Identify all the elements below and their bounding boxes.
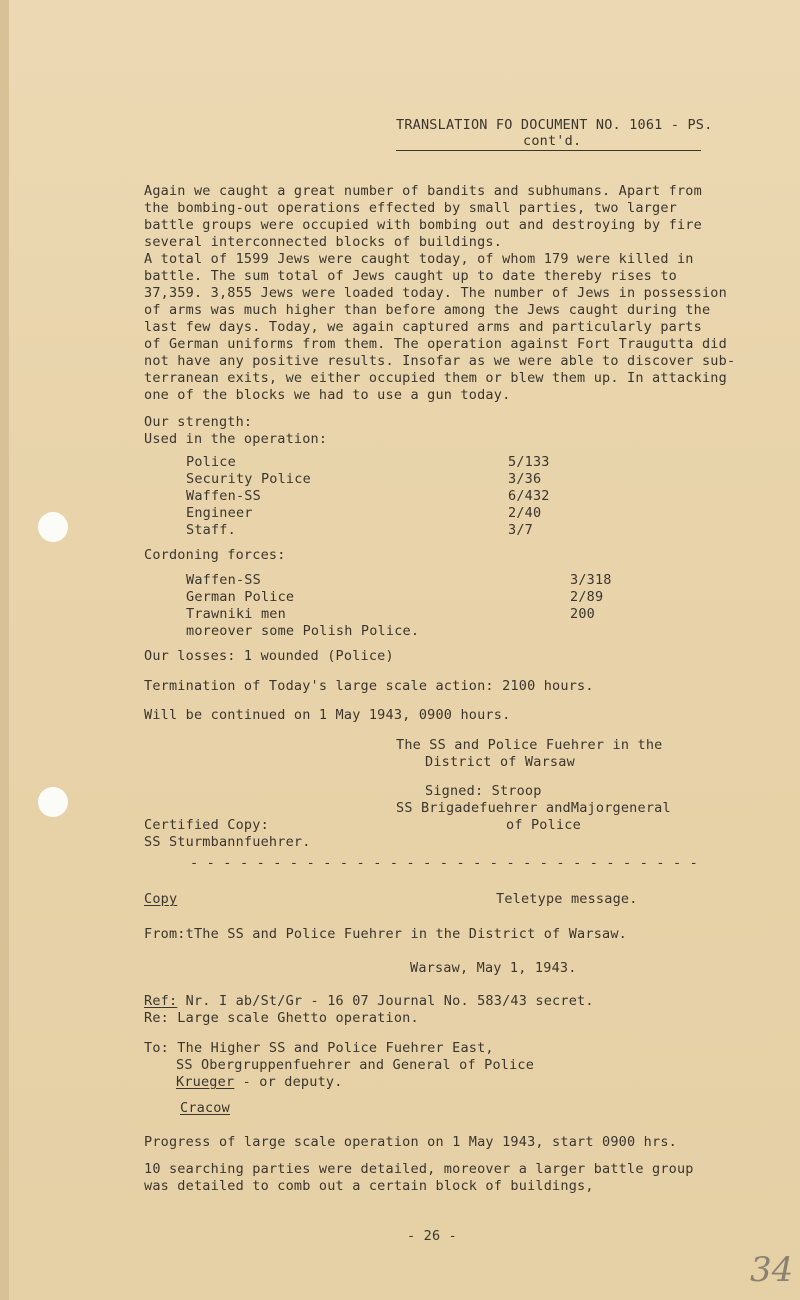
used-unit: Staff.	[186, 522, 236, 538]
body-line: the bombing-out operations effected by small parties, two larger	[144, 200, 677, 216]
ref-label: Ref:	[144, 993, 178, 1009]
used-unit: Engineer	[186, 505, 253, 521]
used-value: 2/40	[508, 505, 542, 521]
used-value: 3/7	[508, 522, 533, 538]
body-line: battle groups were occupied with bombing out and destroying by fire	[144, 217, 702, 233]
teletype-from: From:tThe SS and Police Fuehrer in the District of Warsaw.	[144, 926, 628, 942]
losses: Our losses: 1 wounded (Police)	[144, 648, 394, 664]
ref-text: Nr. I ab/St/Gr - 16 07 Journal No. 583/43 secret.	[177, 993, 594, 1009]
section-divider: - - - - - - - - - - - - - - - - - - - - - - - - - - - - - - -	[190, 855, 698, 871]
moreover-police: moreover some Polish Police.	[186, 623, 420, 639]
signature-rank: SS Brigadefuehrer andMajorgeneral	[396, 800, 671, 816]
page-edge	[0, 0, 9, 1300]
continuation: Will be continued on 1 May 1943, 0900 hours.	[144, 707, 511, 723]
page-number: - 26 -	[407, 1228, 457, 1244]
certified-copy: Certified Copy:	[144, 817, 269, 833]
termination: Termination of Today's large scale action: 2100 hours.	[144, 678, 594, 694]
progress-line: Progress of large scale operation on 1 May 1943, start 0900 hrs.	[144, 1134, 677, 1150]
body-line: several interconnected blocks of buildings.	[144, 234, 503, 250]
teletype-type: Teletype message.	[496, 891, 638, 907]
body-line: not have any positive results. Insofar as we were able to discover sub-	[144, 353, 736, 369]
teletype-ref	[144, 993, 594, 1010]
strength-heading: Our strength:	[144, 414, 253, 430]
header-underline	[396, 150, 701, 151]
body-line: of German uniforms from them. The operation against Fort Traugutta did	[144, 336, 727, 352]
used-value: 5/133	[508, 454, 550, 470]
signature-line: District of Warsaw	[425, 754, 575, 770]
signature-rank: of Police	[506, 817, 581, 833]
punch-hole-bottom	[38, 787, 68, 817]
copy-label: Copy	[144, 891, 178, 907]
certified-rank: SS Sturmbannfuehrer.	[144, 834, 311, 850]
used-value: 6/432	[508, 488, 550, 504]
body-line: Again we caught a great number of bandits and subhumans. Apart from	[144, 183, 702, 199]
used-value: 3/36	[508, 471, 542, 487]
recipient-rest: - or deputy.	[234, 1074, 343, 1090]
cordoning-label: Cordoning forces:	[144, 547, 286, 563]
teletype-to	[176, 1074, 343, 1091]
signature-line: The SS and Police Fuehrer in the	[396, 737, 663, 753]
searching-line: 10 searching parties were detailed, moreover a larger battle group	[144, 1161, 694, 1177]
used-unit: Waffen-SS	[186, 488, 261, 504]
signed-name: Signed: Stroop	[425, 783, 542, 799]
body-line: 37,359. 3,855 Jews were loaded today. The number of Jews in possession	[144, 285, 727, 301]
document-title: TRANSLATION FO DOCUMENT NO. 1061 - PS.	[396, 117, 713, 133]
cordoning-value: 200	[570, 606, 595, 622]
body-line: A total of 1599 Jews were caught today, of whom 179 were killed in	[144, 251, 694, 267]
document-subtitle: cont'd.	[523, 133, 582, 149]
body-line: of arms was much higher than before among the Jews caught during the	[144, 302, 711, 318]
teletype-city: Cracow	[180, 1100, 230, 1116]
cordoning-value: 2/89	[570, 589, 604, 605]
teletype-to: To: The Higher SS and Police Fuehrer East,	[144, 1040, 494, 1056]
cordoning-value: 3/318	[570, 572, 612, 588]
recipient-name: Krueger	[176, 1074, 235, 1090]
used-unit: Police	[186, 454, 236, 470]
body-line: last few days. Today, we again captured arms and particularly parts	[144, 319, 702, 335]
body-line: battle. The sum total of Jews caught up to date thereby rises to	[144, 268, 677, 284]
searching-line: was detailed to comb out a certain block of buildings,	[144, 1178, 594, 1194]
body-line: one of the blocks we had to use a gun today.	[144, 387, 511, 403]
teletype-date: Warsaw, May 1, 1943.	[410, 960, 577, 976]
body-line: terranean exits, we either occupied them or blew them up. In attacking	[144, 370, 727, 386]
used-unit: Security Police	[186, 471, 311, 487]
teletype-to: SS Obergruppenfuehrer and General of Police	[176, 1057, 535, 1073]
used-label: Used in the operation:	[144, 431, 328, 447]
punch-hole-top	[38, 512, 68, 542]
teletype-re: Re: Large scale Ghetto operation.	[144, 1010, 419, 1026]
cordoning-unit: Waffen-SS	[186, 572, 261, 588]
cordoning-unit: Trawniki men	[186, 606, 286, 622]
handwritten-number: 34	[750, 1250, 794, 1290]
cordoning-unit: German Police	[186, 589, 295, 605]
